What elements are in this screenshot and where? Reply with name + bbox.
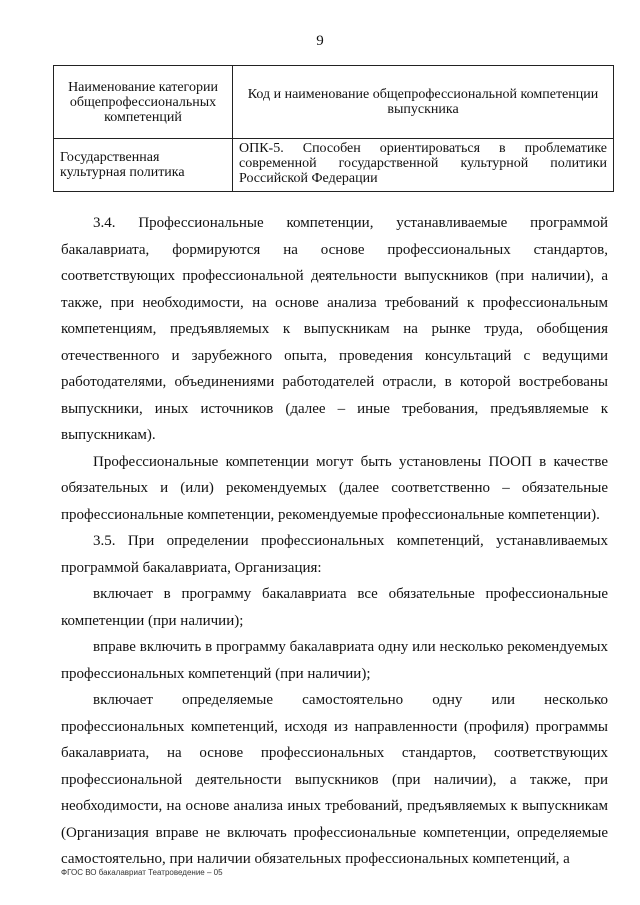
paragraph-professional-competencies: Профессиональные компетенции могут быть установлены ПООП в качестве обязательных и (или) рекомендуемых (далее соответственно – обязательные профессиональные компетенции, рекомендуемые профессиональные компетенции).	[61, 453, 608, 523]
paragraph-3-5: 3.5. При определении профессиональных компетенций, устанавливаемых программой бакалавриата, Организация:	[61, 533, 608, 576]
header-category-cell: Наименование категории общепрофессиональных компетенций	[54, 66, 233, 139]
footer-doc-id: ФГОС ВО бакалавриат Театроведение – 05	[61, 868, 223, 877]
paragraph-3-4: 3.4. Профессиональные компетенции, устанавливаемые программой бакалавриата, формируются на основе профессиональных стандартов, соответствующих профессиональной деятельности выпускников (при наличии), а также, при необходимости, на основе анализа требований к профессиональным компетенциям, предъявляемых к выпускникам на рынке труда, обобщения отечественного и зарубежного опыта, проведения консультаций с ведущими работодателями, объединениями работодателей отрасли, в которой востребованы выпускники, иных источников (далее – иные требования, предъявляемые к выпускникам).	[61, 215, 608, 443]
header-code-cell: Код и наименование общепрофессиональной компетенции выпускника	[233, 66, 614, 139]
row-code-cell: ОПК-5. Способен ориентироваться в проблематике современной государственной культурной политики Российской Федерации	[233, 139, 614, 192]
table-header-row	[54, 66, 614, 139]
paragraph-may-include-recommended: вправе включить в программу бакалавриата одну или несколько рекомендуемых профессиональных компетенций (при наличии);	[61, 639, 608, 682]
body-text	[61, 210, 608, 873]
page-number: 9	[316, 33, 324, 49]
row-category-cell: Государственная культурная политика	[54, 139, 233, 192]
table-row	[54, 139, 614, 192]
paragraph-includes-mandatory: включает в программу бакалавриата все обязательные профессиональные компетенции (при наличии);	[61, 586, 608, 629]
paragraph-includes-self-defined: включает определяемые самостоятельно одну или несколько профессиональных компетенций, исходя из направленности (профиля) программы бакалавриата, на основе профессиональных стандартов, соответствующих профессиональной деятельности выпускников (при наличии), а также, при необходимости, на основе анализа иных требований, предъявляемых к выпускникам (Организация вправе не включать профессиональные компетенции, определяемые самостоятельно, при наличии обязательных профессиональных компетенций, а	[61, 692, 608, 867]
competency-table	[53, 65, 614, 192]
